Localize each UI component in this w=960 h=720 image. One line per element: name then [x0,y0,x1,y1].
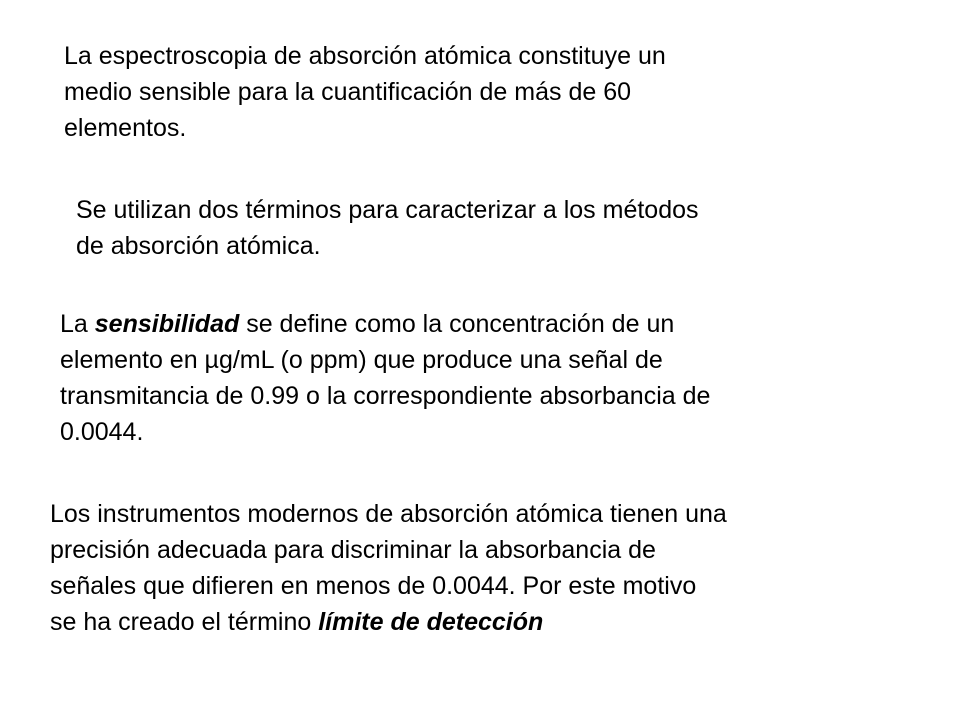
detection-limit-term: límite de detección [318,608,544,636]
line-prefix: La [60,310,95,338]
terms-paragraph [76,192,699,264]
text-line: medio sensible para la cuantificación de más de 60 [64,78,632,106]
sensitivity-term: sensibilidad [94,310,240,338]
text-line: señales que difieren en menos de 0.0044. Por este motivo [50,572,697,600]
text-line: elemento en µg/mL (o ppm) que produce una señal de [60,346,663,374]
line-prefix: se ha creado el término [50,608,319,636]
text-line: Se utilizan dos términos para caracterizar a los métodos [76,196,699,224]
text-line: La espectroscopia de absorción atómica constituye un [64,42,666,70]
intro-paragraph [64,38,666,146]
text-line: precisión adecuada para discriminar la absorbancia de [50,536,656,564]
text-line [50,604,727,640]
text-line: Los instrumentos modernos de absorción atómica tienen una [50,500,727,528]
text-line: 0.0044. [60,418,144,446]
text-line [60,306,710,342]
line-suffix: se define como la concentración de un [239,310,675,338]
sensitivity-paragraph [60,306,710,450]
text-line: elementos. [64,114,187,142]
text-line: de absorción atómica. [76,232,321,260]
text-line: transmitancia de 0.99 o la correspondiente absorbancia de [60,382,711,410]
detection-limit-paragraph [50,496,727,640]
